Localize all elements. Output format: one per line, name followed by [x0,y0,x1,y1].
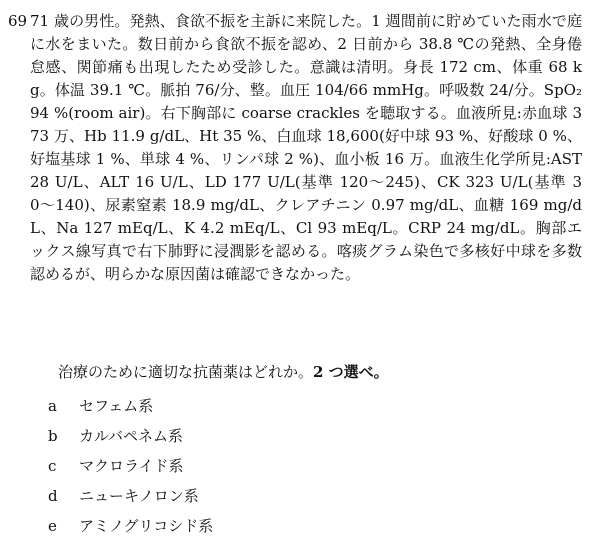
option-a[interactable] [48,391,213,421]
option-e[interactable] [48,511,213,541]
question-stem: 71 歳の男性。発熱、食欲不振を主訴に来院した。1 週間前に貯めていた雨水で庭に水をまいた。数日前から食欲不振を認め、2 日前から 38.8 ℃の発熱、全身倦怠感、関節痛も出現したため受診した。意識は清明。身長 172 cm、体重 68 kg。体温 39.1 ℃。脈拍 76/分、整。血圧 104/66 mmHg。呼吸数 24/分。SpO₂ 94 %(room air)。右下胸部に coarse crackles を聴取する。血液所見:赤血球 373 万、Hb 11.9 g/dL、Ht 35 %、白血球 18,600(好中球 93 %、好酸球 0 %、好塩基球 1 %、単球 4 %、リンパ球 2 %)、血小板 16 万。血液生化学所見:AST 28 U/L、ALT 16 U/L、LD 177 U/L(基準 120〜245)、CK 323 U/L(基準 30〜140)、尿素窒素 18.9 mg/dL、クレアチニン 0.97 mg/dL、血糖 169 mg/dL、Na 127 mEq/L、K 4.2 mEq/L、Cl 93 mEq/L。CRP 24 mg/dL。胸部エックス線写真で右下肺野に浸潤影を認める。喀痰グラム染色で多核好中球を多数認めるが、明らかな原因菌は確認できなかった。 [30,12,582,283]
answer-options [48,391,213,541]
question-instruction [58,361,389,384]
option-text: セフェム系 [79,397,154,415]
instruction-text: 治療のために適切な抗菌薬はどれか。 [58,363,314,381]
option-text: カルバペネム系 [79,427,183,445]
option-text: ニューキノロン系 [79,487,199,505]
option-letter: e [48,517,57,535]
option-text: アミノグリコシド系 [79,517,214,535]
option-letter: c [48,457,57,475]
question-number: 69 [8,12,28,30]
option-d[interactable] [48,481,213,511]
option-letter: a [48,397,57,415]
option-b[interactable] [48,421,213,451]
instruction-select-count: 2 つ選べ。 [313,363,389,381]
option-letter: b [48,427,58,445]
option-text: マクロライド系 [79,457,184,475]
option-letter: d [48,487,58,505]
option-c[interactable] [48,451,213,481]
